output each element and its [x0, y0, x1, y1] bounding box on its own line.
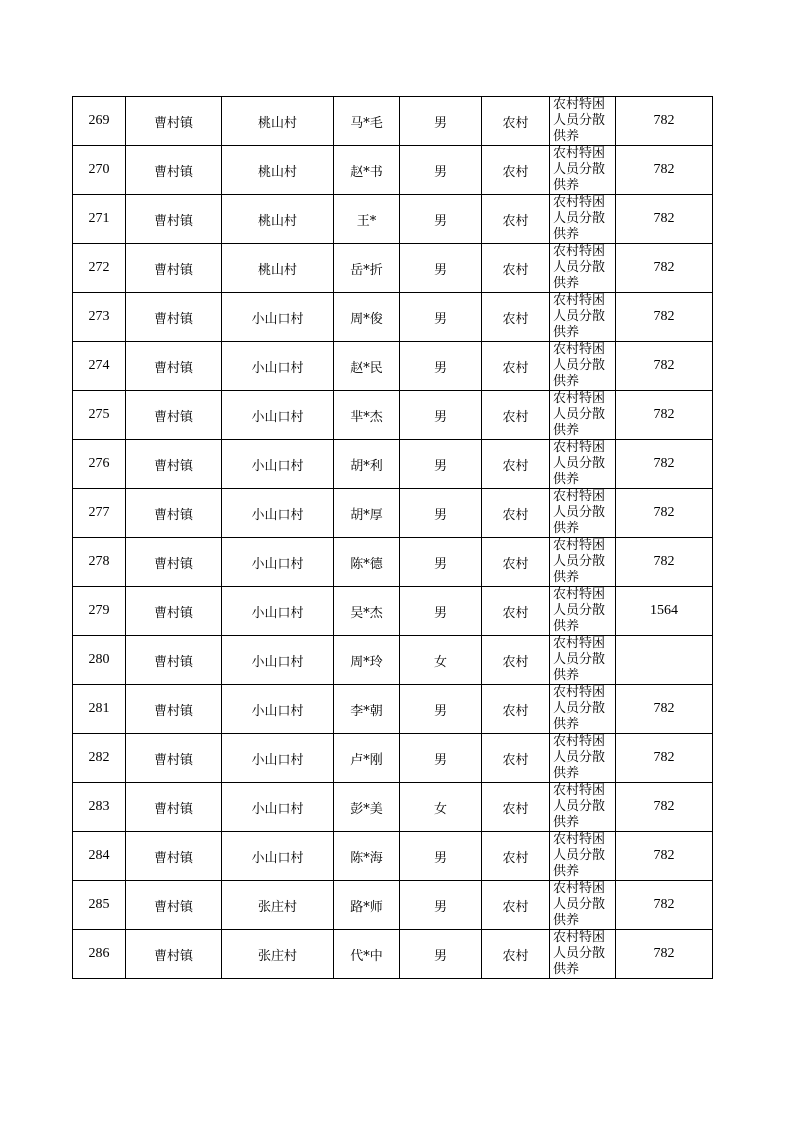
cell-amount: 782	[616, 97, 713, 146]
table-row	[73, 195, 713, 244]
cell-amount: 782	[616, 440, 713, 489]
cell-gender: 男	[400, 97, 482, 146]
cell-serial-number: 275	[73, 391, 126, 440]
cell-gender: 女	[400, 636, 482, 685]
support-type-text: 农村特困人员分散供养	[553, 783, 606, 830]
table-row	[73, 244, 713, 293]
cell-village: 小山口村	[222, 636, 334, 685]
cell-gender: 男	[400, 881, 482, 930]
cell-town: 曹村镇	[126, 146, 222, 195]
cell-person-name: 李*朝	[334, 685, 400, 734]
cell-town: 曹村镇	[126, 881, 222, 930]
cell-amount: 782	[616, 832, 713, 881]
table-row	[73, 146, 713, 195]
cell-serial-number: 276	[73, 440, 126, 489]
cell-village: 小山口村	[222, 440, 334, 489]
cell-village: 桃山村	[222, 244, 334, 293]
table-row	[73, 881, 713, 930]
cell-area-type: 农村	[482, 195, 550, 244]
support-type-text: 农村特困人员分散供养	[553, 97, 606, 144]
cell-amount: 782	[616, 685, 713, 734]
cell-person-name: 王*	[334, 195, 400, 244]
cell-area-type: 农村	[482, 783, 550, 832]
cell-serial-number: 269	[73, 97, 126, 146]
cell-gender: 男	[400, 587, 482, 636]
support-type-text: 农村特困人员分散供养	[553, 587, 606, 634]
cell-serial-number: 272	[73, 244, 126, 293]
cell-serial-number: 283	[73, 783, 126, 832]
cell-town: 曹村镇	[126, 489, 222, 538]
cell-amount: 782	[616, 881, 713, 930]
cell-gender: 男	[400, 391, 482, 440]
cell-gender: 男	[400, 342, 482, 391]
cell-serial-number: 286	[73, 930, 126, 979]
cell-support-type	[550, 97, 616, 146]
support-type-text: 农村特困人员分散供养	[553, 244, 606, 291]
cell-support-type	[550, 881, 616, 930]
cell-amount: 782	[616, 930, 713, 979]
cell-village: 小山口村	[222, 391, 334, 440]
support-type-text: 农村特困人员分散供养	[553, 391, 606, 438]
table-row	[73, 538, 713, 587]
cell-area-type: 农村	[482, 146, 550, 195]
cell-person-name: 芈*杰	[334, 391, 400, 440]
table-row	[73, 391, 713, 440]
support-type-text: 农村特困人员分散供养	[553, 685, 606, 732]
table-row	[73, 685, 713, 734]
cell-support-type	[550, 489, 616, 538]
cell-amount: 782	[616, 734, 713, 783]
cell-person-name: 赵*书	[334, 146, 400, 195]
cell-village: 小山口村	[222, 783, 334, 832]
cell-village: 小山口村	[222, 489, 334, 538]
cell-gender: 男	[400, 440, 482, 489]
cell-town: 曹村镇	[126, 97, 222, 146]
cell-amount: 1564	[616, 587, 713, 636]
cell-serial-number: 280	[73, 636, 126, 685]
cell-amount: 782	[616, 342, 713, 391]
cell-amount: 782	[616, 244, 713, 293]
cell-town: 曹村镇	[126, 342, 222, 391]
support-type-text: 农村特困人员分散供养	[553, 881, 606, 928]
cell-serial-number: 277	[73, 489, 126, 538]
cell-person-name: 陈*德	[334, 538, 400, 587]
cell-serial-number: 273	[73, 293, 126, 342]
cell-area-type: 农村	[482, 538, 550, 587]
cell-village: 小山口村	[222, 342, 334, 391]
cell-area-type: 农村	[482, 489, 550, 538]
cell-amount: 782	[616, 146, 713, 195]
cell-person-name: 路*师	[334, 881, 400, 930]
cell-area-type: 农村	[482, 832, 550, 881]
relief-table	[72, 96, 713, 979]
cell-village: 小山口村	[222, 293, 334, 342]
support-type-text: 农村特困人员分散供养	[553, 734, 606, 781]
cell-amount: 782	[616, 783, 713, 832]
cell-person-name: 马*毛	[334, 97, 400, 146]
cell-gender: 男	[400, 538, 482, 587]
cell-town: 曹村镇	[126, 244, 222, 293]
cell-support-type	[550, 293, 616, 342]
cell-support-type	[550, 783, 616, 832]
cell-town: 曹村镇	[126, 734, 222, 783]
support-type-text: 农村特困人员分散供养	[553, 636, 606, 683]
cell-serial-number: 281	[73, 685, 126, 734]
cell-town: 曹村镇	[126, 195, 222, 244]
cell-support-type	[550, 538, 616, 587]
cell-support-type	[550, 832, 616, 881]
cell-support-type	[550, 244, 616, 293]
cell-person-name: 代*中	[334, 930, 400, 979]
cell-area-type: 农村	[482, 293, 550, 342]
cell-town: 曹村镇	[126, 391, 222, 440]
support-type-text: 农村特困人员分散供养	[553, 195, 606, 242]
support-type-text: 农村特困人员分散供养	[553, 440, 606, 487]
support-type-text: 农村特困人员分散供养	[553, 489, 606, 536]
cell-person-name: 胡*厚	[334, 489, 400, 538]
table-row	[73, 930, 713, 979]
cell-town: 曹村镇	[126, 440, 222, 489]
cell-support-type	[550, 587, 616, 636]
cell-person-name: 周*玲	[334, 636, 400, 685]
cell-area-type: 农村	[482, 881, 550, 930]
cell-person-name: 彭*美	[334, 783, 400, 832]
cell-amount: 782	[616, 391, 713, 440]
cell-serial-number: 274	[73, 342, 126, 391]
cell-serial-number: 271	[73, 195, 126, 244]
cell-area-type: 农村	[482, 587, 550, 636]
cell-town: 曹村镇	[126, 293, 222, 342]
support-type-text: 农村特困人员分散供养	[553, 342, 606, 389]
cell-town: 曹村镇	[126, 930, 222, 979]
table-row	[73, 489, 713, 538]
cell-village: 桃山村	[222, 195, 334, 244]
cell-town: 曹村镇	[126, 685, 222, 734]
cell-person-name: 胡*利	[334, 440, 400, 489]
cell-area-type: 农村	[482, 97, 550, 146]
cell-support-type	[550, 146, 616, 195]
cell-serial-number: 284	[73, 832, 126, 881]
table-row	[73, 293, 713, 342]
cell-area-type: 农村	[482, 734, 550, 783]
support-type-text: 农村特困人员分散供养	[553, 832, 606, 879]
cell-gender: 男	[400, 244, 482, 293]
cell-village: 桃山村	[222, 97, 334, 146]
cell-village: 小山口村	[222, 538, 334, 587]
cell-gender: 男	[400, 146, 482, 195]
cell-serial-number: 279	[73, 587, 126, 636]
cell-serial-number: 282	[73, 734, 126, 783]
cell-gender: 男	[400, 832, 482, 881]
cell-town: 曹村镇	[126, 783, 222, 832]
cell-support-type	[550, 342, 616, 391]
cell-area-type: 农村	[482, 244, 550, 293]
cell-area-type: 农村	[482, 440, 550, 489]
cell-area-type: 农村	[482, 685, 550, 734]
table-row	[73, 734, 713, 783]
cell-area-type: 农村	[482, 391, 550, 440]
table-row	[73, 97, 713, 146]
cell-area-type: 农村	[482, 342, 550, 391]
cell-amount: 782	[616, 195, 713, 244]
cell-person-name: 周*俊	[334, 293, 400, 342]
cell-support-type	[550, 440, 616, 489]
cell-person-name: 赵*民	[334, 342, 400, 391]
cell-person-name: 卢*刚	[334, 734, 400, 783]
table-body	[73, 97, 713, 979]
cell-amount: 782	[616, 293, 713, 342]
table-row	[73, 783, 713, 832]
cell-gender: 男	[400, 930, 482, 979]
cell-gender: 女	[400, 783, 482, 832]
cell-gender: 男	[400, 293, 482, 342]
cell-amount	[616, 636, 713, 685]
table-row	[73, 832, 713, 881]
cell-amount: 782	[616, 538, 713, 587]
cell-village: 张庄村	[222, 930, 334, 979]
cell-amount: 782	[616, 489, 713, 538]
cell-area-type: 农村	[482, 636, 550, 685]
cell-gender: 男	[400, 685, 482, 734]
table-row	[73, 440, 713, 489]
cell-support-type	[550, 195, 616, 244]
cell-village: 桃山村	[222, 146, 334, 195]
cell-support-type	[550, 930, 616, 979]
support-type-text: 农村特困人员分散供养	[553, 930, 606, 977]
cell-town: 曹村镇	[126, 538, 222, 587]
support-type-text: 农村特困人员分散供养	[553, 293, 606, 340]
cell-gender: 男	[400, 489, 482, 538]
relief-table-page	[72, 96, 713, 979]
cell-support-type	[550, 391, 616, 440]
cell-person-name: 岳*折	[334, 244, 400, 293]
cell-village: 小山口村	[222, 587, 334, 636]
cell-serial-number: 285	[73, 881, 126, 930]
cell-area-type: 农村	[482, 930, 550, 979]
cell-town: 曹村镇	[126, 832, 222, 881]
cell-village: 小山口村	[222, 685, 334, 734]
cell-serial-number: 270	[73, 146, 126, 195]
cell-gender: 男	[400, 734, 482, 783]
cell-support-type	[550, 734, 616, 783]
cell-support-type	[550, 685, 616, 734]
support-type-text: 农村特困人员分散供养	[553, 146, 606, 193]
table-row	[73, 342, 713, 391]
table-row	[73, 636, 713, 685]
cell-support-type	[550, 636, 616, 685]
cell-gender: 男	[400, 195, 482, 244]
cell-village: 小山口村	[222, 832, 334, 881]
cell-town: 曹村镇	[126, 587, 222, 636]
cell-serial-number: 278	[73, 538, 126, 587]
cell-village: 小山口村	[222, 734, 334, 783]
support-type-text: 农村特困人员分散供养	[553, 538, 606, 585]
cell-village: 张庄村	[222, 881, 334, 930]
table-row	[73, 587, 713, 636]
cell-town: 曹村镇	[126, 636, 222, 685]
cell-person-name: 陈*海	[334, 832, 400, 881]
cell-person-name: 吴*杰	[334, 587, 400, 636]
